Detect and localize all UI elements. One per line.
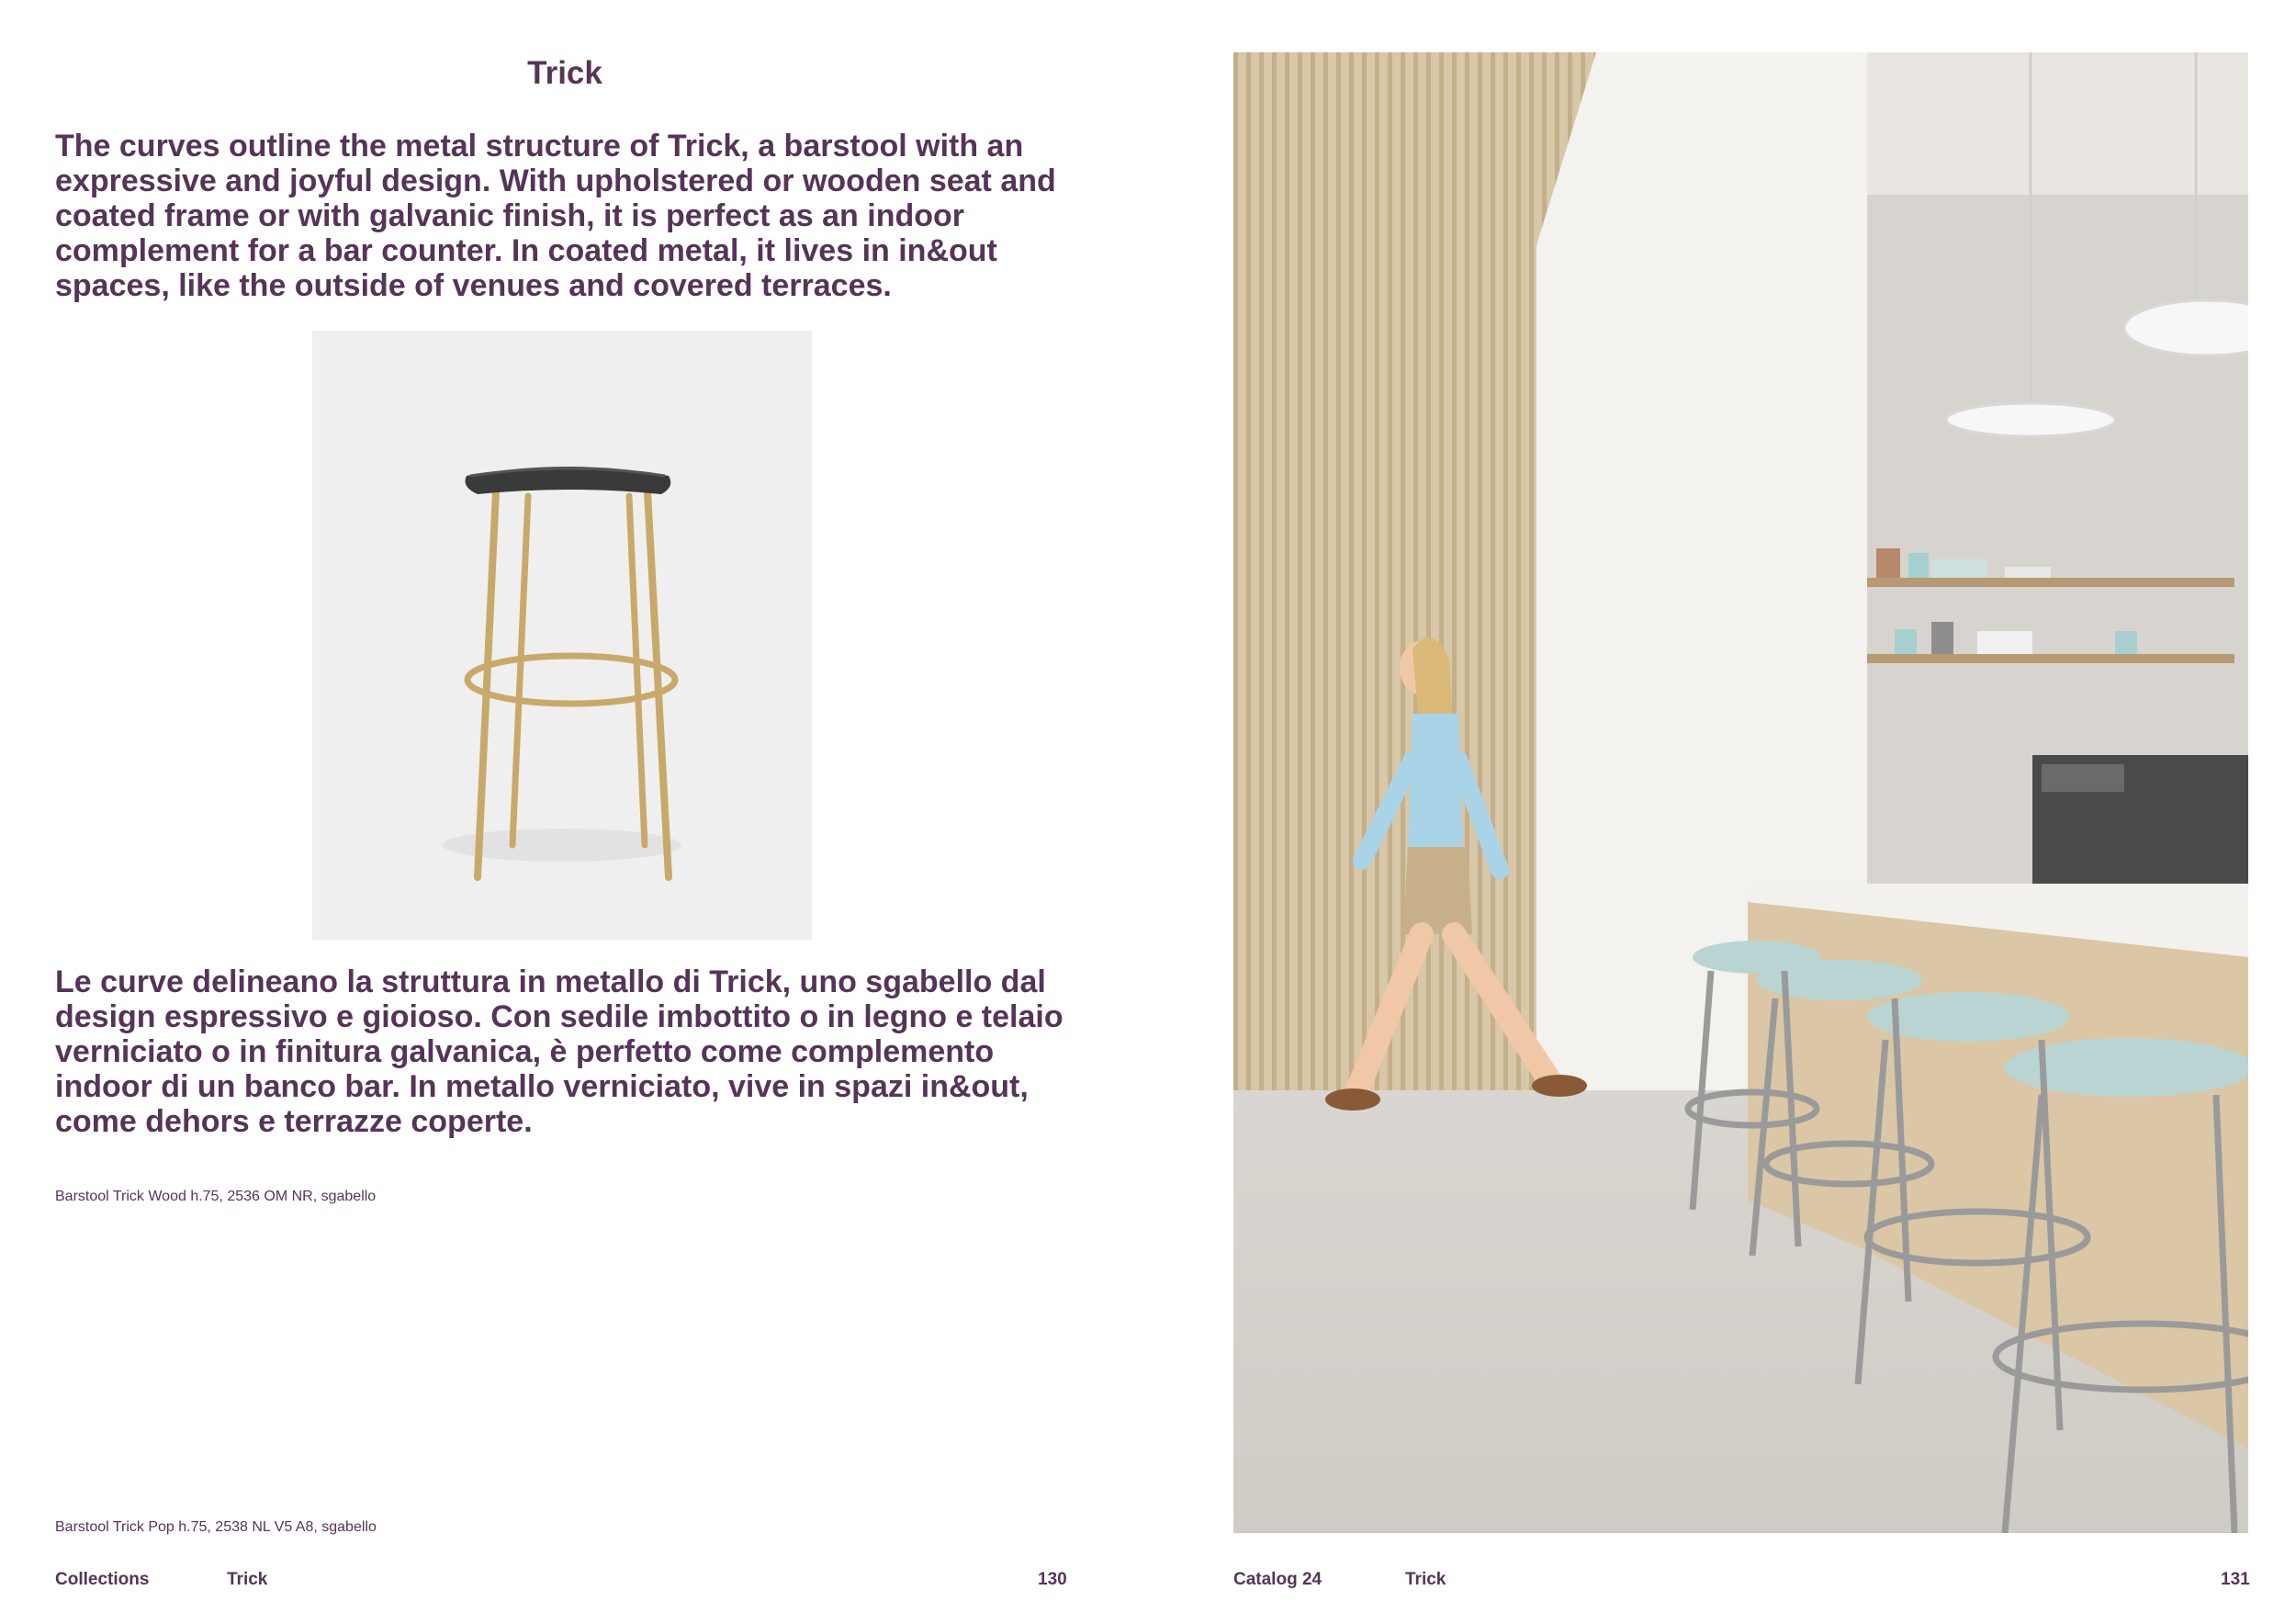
right-page: [1148, 0, 2296, 1624]
caption-product: Barstool Trick Wood h.75, 2536 OM NR, sgabello: [55, 1189, 377, 1204]
caption-scene: Barstool Trick Pop h.75, 2538 NL V5 A8, sgabello: [55, 1519, 377, 1535]
page-number: 130: [1038, 1570, 1067, 1589]
description-english: The curves outline the metal structure of Trick, a barstool with an expressive and joyful design. With upholstered or wooden seat and coated frame or with galvanic finish, it is perfect as an indoor complement for a bar counter. In coated metal, it lives in in&out spaces, like the outside of venues and covered terraces.: [55, 129, 1056, 303]
page-title: Trick: [527, 55, 602, 91]
page-number-right: 131: [2221, 1570, 2250, 1589]
footer-section: Collections: [55, 1570, 150, 1589]
product-photo-barstool: [312, 331, 812, 940]
description-italian: Le curve delineano la struttura in metallo di Trick, uno sgabello dal design espressivo e gioioso. Con sedile imbottito o in legno e telaio verniciato o in finitura galvanica, è perfetto come complemento indoor di un banco bar. In metallo verniciato, vive in spazi in&out, come dehors e terrazze coperte.: [55, 964, 1064, 1139]
footer-collection-right: Trick: [1405, 1570, 1446, 1589]
footer-collection: Trick: [227, 1570, 268, 1589]
footer-section-right: Catalog 24: [1233, 1570, 1322, 1589]
